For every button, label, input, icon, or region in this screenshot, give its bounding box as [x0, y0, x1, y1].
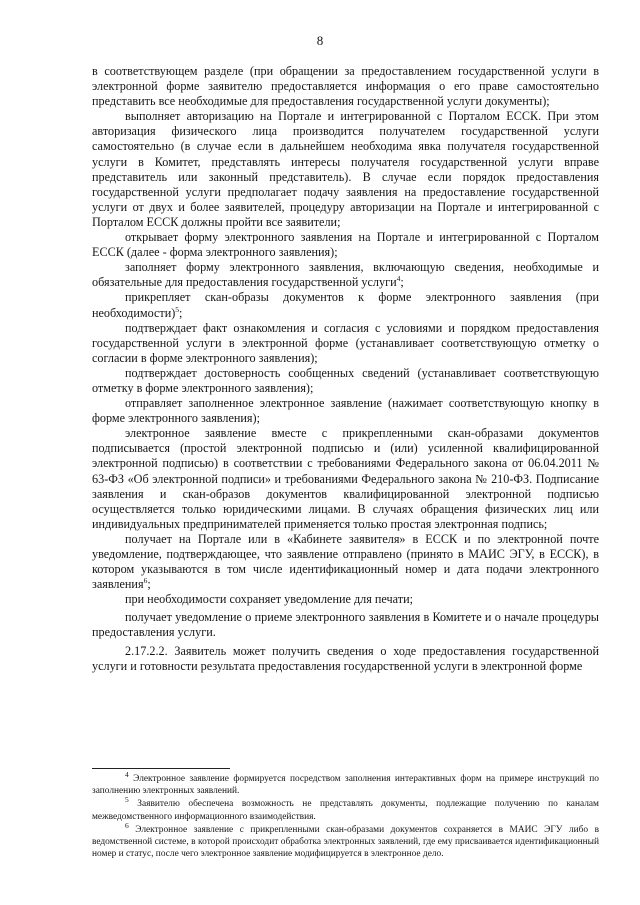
footnote-ref-6: 6 [143, 576, 148, 586]
footnotes [92, 769, 599, 860]
footnote-5: $^5$ Заявителю обеспечена возможность не представлять документы, подлежащие получению по каналам межведомственного информационного взаимодействия. [92, 795, 599, 822]
paragraph-intro: в соответствующем разделе (при обращении за предоставлением государственной услуги в электронной форме заявителю предоставляется информация о его праве самостоятельно представить все необходимые для предоставления государственной услуги документы); [92, 64, 599, 109]
footnote-6: $^6$ Электронное заявление с прикрепленными скан-образами документов сохраняется в МАИС ЭГУ либо в ведомственной системе, в которой происходит обработка электронных заявлений, где ему присваивается идентификационный номер и статус, после чего электронное заявление модифицируется в электронное дело. [92, 820, 599, 860]
paragraph-fill-form: заполняет форму электронного заявления, включающую сведения, необходимые и обязательные для предоставления государственной услуги$^4$; [92, 260, 599, 290]
body-text [92, 64, 599, 674]
paragraph-confirm-consent: подтверждает факт ознакомления и согласия с условиями и порядком предоставления государственной услуги в электронной форме (устанавливает соответствующую отметку о согласии в форме электронного заявления); [92, 320, 599, 365]
paragraph-authorization: выполняет авторизацию на Портале и интегрированной с Порталом ЕССК. При этом авторизация физического лица производится получателем государственной услуги самостоятельно (в случае если в дальнейшем необходима явка получателя государственной услуги в Комитет, представлять интересы получателя государственной услуги вправе представитель или законный представитель). В случае если порядок предоставления государственной услуги предполагает подачу заявления на предоставление государственной услуги от двух и более заявителей, процедуру авторизации на Портале и интегрированной с Порталом ЕССК должны пройти все заявители; [92, 109, 599, 229]
page-number: 8 [316, 33, 324, 48]
footnote-number: 4 [125, 769, 129, 779]
paragraph-receive-notification: получает на Портале или в «Кабинете заявителя» в ЕССК и по электронной почте уведомление, подтверждающее, что заявление отправлено (принято в МАИС ЭГУ, в ЕССК), в котором указываются в том числе идентификационный номер и дата подачи электронного заявления$^6$; [92, 531, 599, 592]
paragraph-send-application: отправляет заполненное электронное заявление (нажимает соответствующую кнопку в форме электронного заявления); [92, 396, 599, 426]
footnote-4: $^4$ Электронное заявление формируется посредством заполнения интерактивных форм на примере инструкций по заполнению электронных заявлений. [92, 769, 599, 797]
paragraph-save-notification: при необходимости сохраняет уведомление для печати; [125, 592, 413, 607]
paragraph-signature: электронное заявление вместе с прикрепленными скан-образами документов подписывается (простой электронной подписью и (или) усиленной квалифицированной электронной подписью) в соответствии с требованиями Федерального закона от 06.04.2011 № 63-ФЗ «Об электронной подписи» и требованиями Федерального закона № 210-ФЗ. Подписание заявления и скан-образов документов квалифицированной электронной подписью осуществляется только юридическими лицами. В случаях обращения физических лиц или индивидуальных предпринимателей применяется только простая электронная подпись; [92, 426, 599, 531]
paragraph-confirm-accuracy: подтверждает достоверность сообщенных сведений (устанавливает соответствующую отметку в форме электронного заявления); [92, 365, 599, 395]
paragraph-receive-acceptance: получает уведомление о приеме электронного заявления в Комитете и о начале процедуры предоставления услуги. [92, 610, 599, 640]
footnote-ref-5: 5 [175, 304, 180, 314]
footnote-ref-4: 4 [396, 274, 401, 284]
footnote-number: 5 [125, 795, 129, 805]
footnote-separator [92, 768, 230, 769]
paragraph-attach-scans: прикрепляет скан-образы документов к форме электронного заявления (при необходимости)$^5$; [92, 290, 599, 320]
paragraph-open-form: открывает форму электронного заявления на Портале и интегрированной с Порталом ЕССК (далее - форма электронного заявления); [92, 230, 599, 260]
footnote-number: 6 [125, 820, 129, 830]
paragraph-section-2-17-2-2: 2.17.2.2. Заявитель может получить сведения о ходе предоставления государственной услуги и готовности результата предоставления государственной услуги в электронной форме [92, 643, 599, 673]
